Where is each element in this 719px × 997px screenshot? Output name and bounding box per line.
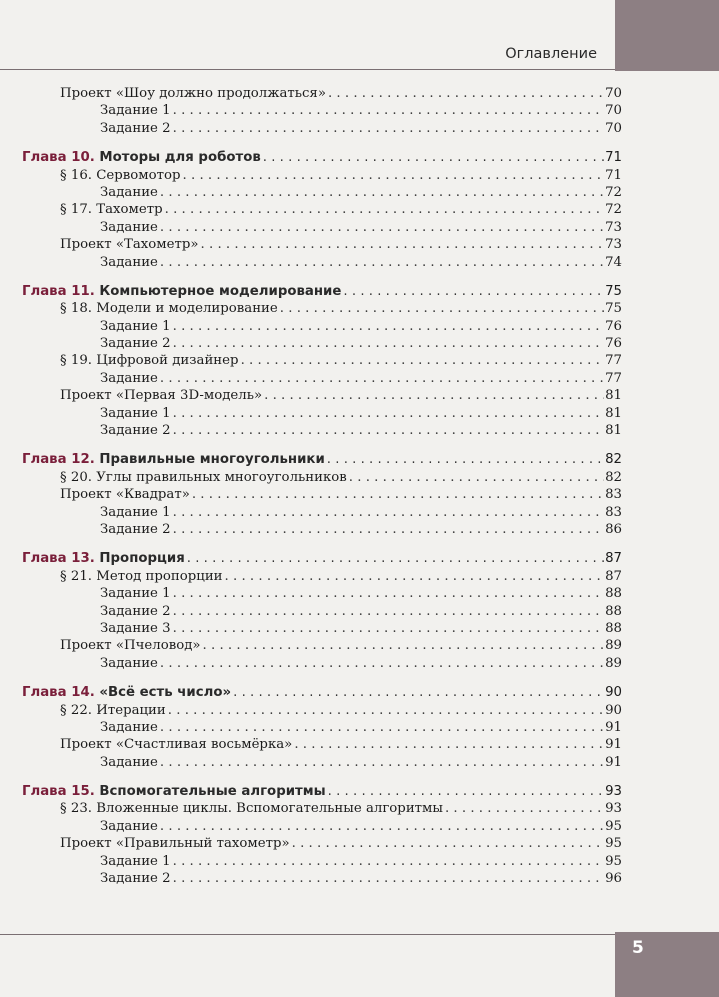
toc-entry-title bbox=[22, 283, 343, 300]
toc-entry-title: Проект «Первая 3D-модель» bbox=[60, 388, 263, 404]
toc-entry-title: Задание bbox=[100, 219, 158, 235]
section-title: Оглавление bbox=[505, 46, 597, 62]
toc-project-row bbox=[22, 637, 622, 654]
dot-leader bbox=[327, 451, 604, 468]
toc-page-number: 77 bbox=[605, 370, 622, 386]
toc-page-number: 87 bbox=[605, 568, 622, 584]
toc-project-row bbox=[22, 387, 622, 404]
chapter-number: Глава 15. bbox=[22, 784, 95, 800]
toc-entry-title: Задание bbox=[100, 754, 158, 770]
toc-page-number: 91 bbox=[605, 737, 622, 753]
dot-leader bbox=[160, 818, 604, 835]
dot-leader bbox=[173, 120, 604, 137]
toc-page-number: 73 bbox=[605, 237, 622, 253]
dot-leader bbox=[160, 370, 604, 387]
toc-entry-title: Задание 2 bbox=[100, 120, 171, 136]
toc-task-row bbox=[22, 184, 622, 201]
dot-leader bbox=[173, 318, 604, 335]
toc-entry-title bbox=[22, 783, 328, 800]
dot-leader bbox=[183, 167, 605, 184]
dot-leader bbox=[160, 719, 604, 736]
chapter-number: Глава 14. bbox=[22, 685, 95, 701]
toc-page-number: 86 bbox=[605, 521, 622, 537]
page-header bbox=[0, 38, 615, 70]
toc-task-row bbox=[22, 422, 622, 439]
toc-entry-title: Задание 3 bbox=[100, 620, 171, 636]
dot-leader bbox=[173, 603, 604, 620]
toc-page-number: 95 bbox=[605, 853, 622, 869]
dot-leader bbox=[241, 352, 605, 369]
toc-task-row bbox=[22, 818, 622, 835]
dot-leader bbox=[160, 184, 604, 201]
toc-page-number: 76 bbox=[605, 318, 622, 334]
toc-task-row bbox=[22, 853, 622, 870]
toc-entry-title bbox=[22, 451, 327, 468]
toc-page-number: 75 bbox=[605, 283, 622, 299]
chapter-title: Пропорция bbox=[99, 551, 185, 567]
chapter-number: Глава 11. bbox=[22, 283, 95, 299]
dot-leader bbox=[173, 853, 604, 870]
toc-page-number: 75 bbox=[605, 301, 622, 317]
toc-page-number: 87 bbox=[605, 551, 622, 567]
toc-project-row bbox=[22, 486, 622, 503]
toc-task-row bbox=[22, 254, 622, 271]
dot-leader bbox=[201, 236, 605, 253]
toc-chapter-row bbox=[22, 283, 622, 300]
dot-leader bbox=[173, 585, 604, 602]
dot-leader bbox=[173, 521, 604, 538]
toc-page-number: 90 bbox=[605, 702, 622, 718]
toc-entry-title: § 21. Метод пропорции bbox=[60, 568, 223, 584]
chapter-title: Вспомогательные алгоритмы bbox=[99, 784, 326, 800]
dot-leader bbox=[280, 300, 604, 317]
table-of-contents bbox=[22, 85, 622, 887]
toc-task-row bbox=[22, 620, 622, 637]
toc-para-row bbox=[22, 300, 622, 317]
toc-entry-title bbox=[22, 149, 263, 166]
toc-chapter-row bbox=[22, 783, 622, 800]
chapter-title: Моторы для роботов bbox=[99, 150, 261, 166]
toc-page-number: 72 bbox=[605, 184, 622, 200]
dot-leader bbox=[173, 335, 604, 352]
toc-page-number: 71 bbox=[605, 167, 622, 183]
chapter-number: Глава 12. bbox=[22, 452, 95, 468]
toc-entry-title: Задание bbox=[100, 370, 158, 386]
chapter-title: Компьютерное моделирование bbox=[99, 283, 342, 299]
toc-task-row bbox=[22, 102, 622, 119]
toc-page-number: 83 bbox=[605, 504, 622, 520]
toc-entry-title: Задание 1 bbox=[100, 405, 171, 421]
toc-entry-title bbox=[22, 550, 187, 567]
toc-para-row bbox=[22, 568, 622, 585]
dot-leader bbox=[264, 387, 604, 404]
toc-chapter-row bbox=[22, 684, 622, 701]
toc-page-number: 95 bbox=[605, 818, 622, 834]
toc-entry-title: § 18. Модели и моделирование bbox=[60, 301, 278, 317]
toc-task-row bbox=[22, 405, 622, 422]
dot-leader bbox=[173, 102, 604, 119]
toc-page-number: 91 bbox=[605, 719, 622, 735]
dot-leader bbox=[225, 568, 605, 585]
toc-task-row bbox=[22, 370, 622, 387]
toc-page-number: 83 bbox=[605, 487, 622, 503]
dot-leader bbox=[203, 637, 605, 654]
toc-entry-title: § 16. Сервомотор bbox=[60, 167, 181, 183]
toc-task-row bbox=[22, 655, 622, 672]
dot-leader bbox=[233, 684, 604, 701]
toc-page-number: 73 bbox=[605, 219, 622, 235]
toc-para-row bbox=[22, 201, 622, 218]
footer-rule bbox=[0, 934, 615, 935]
dot-leader bbox=[160, 219, 604, 236]
toc-entry-title: Проект «Шоу должно продолжаться» bbox=[60, 86, 326, 101]
toc-entry-title: § 23. Вложенные циклы. Вспомогательные алгоритмы bbox=[60, 801, 443, 817]
toc-page-number: 81 bbox=[605, 423, 622, 439]
toc-page-number: 89 bbox=[605, 655, 622, 671]
toc-entry-title bbox=[22, 684, 233, 701]
toc-entry-title: Задание 1 bbox=[100, 853, 171, 869]
toc-task-row bbox=[22, 719, 622, 736]
chapter-title: «Всё есть число» bbox=[99, 685, 232, 701]
header-tab bbox=[615, 0, 719, 71]
toc-entry-title: Задание 2 bbox=[100, 521, 171, 537]
toc-page-number: 77 bbox=[605, 353, 622, 369]
toc-page-number: 93 bbox=[605, 784, 622, 800]
toc-entry-title: Проект «Тахометр» bbox=[60, 237, 199, 253]
toc-entry-title: Проект «Правильный тахометр» bbox=[60, 836, 290, 852]
toc-para-row bbox=[22, 800, 622, 817]
dot-leader bbox=[160, 754, 604, 771]
toc-project-row bbox=[22, 835, 622, 852]
toc-page-number: 82 bbox=[605, 469, 622, 485]
dot-leader bbox=[165, 201, 604, 218]
toc-page-number: 81 bbox=[605, 388, 622, 404]
dot-leader bbox=[263, 149, 604, 166]
chapter-number: Глава 13. bbox=[22, 551, 95, 567]
dot-leader bbox=[349, 469, 604, 486]
toc-entry-title: § 20. Углы правильных многоугольников bbox=[60, 469, 347, 485]
chapter-title: Правильные многоугольники bbox=[99, 452, 325, 468]
toc-page-number: 70 bbox=[605, 103, 622, 119]
dot-leader bbox=[173, 504, 604, 521]
dot-leader bbox=[445, 800, 604, 817]
toc-page-number: 95 bbox=[605, 836, 622, 852]
dot-leader bbox=[343, 283, 604, 300]
toc-entry-title: Задание bbox=[100, 184, 158, 200]
dot-leader bbox=[192, 486, 604, 503]
toc-gap bbox=[22, 672, 622, 684]
dot-leader bbox=[292, 835, 604, 852]
dot-leader bbox=[160, 655, 604, 672]
toc-task-row bbox=[22, 521, 622, 538]
toc-para-row bbox=[22, 352, 622, 369]
dot-leader bbox=[187, 550, 604, 567]
toc-task-row bbox=[22, 585, 622, 602]
toc-entry-title: Проект «Счастливая восьмёрка» bbox=[60, 737, 293, 753]
toc-gap bbox=[22, 271, 622, 283]
toc-task-row bbox=[22, 754, 622, 771]
toc-chapter-row bbox=[22, 451, 622, 468]
dot-leader bbox=[294, 736, 604, 753]
toc-page-number: 96 bbox=[605, 871, 622, 887]
toc-task-row bbox=[22, 318, 622, 335]
toc-entry-title: Задание bbox=[100, 655, 158, 671]
toc-project-row bbox=[22, 236, 622, 253]
toc-page-number: 91 bbox=[605, 754, 622, 770]
toc-task-row bbox=[22, 335, 622, 352]
dot-leader bbox=[168, 702, 604, 719]
toc-chapter-row bbox=[22, 149, 622, 166]
toc-entry-title: § 19. Цифровой дизайнер bbox=[60, 353, 239, 369]
toc-entry-title: Задание 1 bbox=[100, 318, 171, 334]
toc-project-row bbox=[22, 85, 622, 102]
toc-page-number: 89 bbox=[605, 638, 622, 654]
toc-gap bbox=[22, 538, 622, 550]
toc-task-row bbox=[22, 870, 622, 887]
toc-entry-title: Задание 1 bbox=[100, 586, 171, 602]
dot-leader bbox=[328, 85, 604, 102]
chapter-number: Глава 10. bbox=[22, 150, 95, 166]
toc-task-row bbox=[22, 120, 622, 137]
toc-entry-title: Проект «Квадрат» bbox=[60, 487, 190, 503]
toc-gap bbox=[22, 439, 622, 451]
toc-page-number: 88 bbox=[605, 586, 622, 602]
toc-entry-title: Проект «Пчеловод» bbox=[60, 638, 201, 654]
toc-page-number: 74 bbox=[605, 254, 622, 270]
toc-page-number: 70 bbox=[605, 86, 622, 101]
toc-page-number: 82 bbox=[605, 452, 622, 468]
toc-entry-title: Задание 1 bbox=[100, 504, 171, 520]
page-number: 5 bbox=[632, 938, 644, 958]
toc-entry-title: Задание bbox=[100, 254, 158, 270]
toc-task-row bbox=[22, 219, 622, 236]
page-number-box bbox=[615, 932, 719, 997]
toc-page-number: 70 bbox=[605, 120, 622, 136]
toc-para-row bbox=[22, 702, 622, 719]
toc-task-row bbox=[22, 603, 622, 620]
dot-leader bbox=[328, 783, 604, 800]
toc-entry-title: Задание 2 bbox=[100, 871, 171, 887]
dot-leader bbox=[160, 254, 604, 271]
toc-page-number: 88 bbox=[605, 603, 622, 619]
toc-page-number: 90 bbox=[605, 685, 622, 701]
dot-leader bbox=[173, 620, 604, 637]
toc-entry-title: § 17. Тахометр bbox=[60, 202, 163, 218]
toc-entry-title: Задание 2 bbox=[100, 336, 171, 352]
toc-page-number: 72 bbox=[605, 202, 622, 218]
toc-page-number: 71 bbox=[605, 150, 622, 166]
toc-page-number: 81 bbox=[605, 405, 622, 421]
toc-chapter-row bbox=[22, 550, 622, 567]
toc-gap bbox=[22, 137, 622, 149]
dot-leader bbox=[173, 422, 604, 439]
toc-entry-title: Задание bbox=[100, 719, 158, 735]
toc-entry-title: Задание 1 bbox=[100, 103, 171, 119]
toc-page-number: 88 bbox=[605, 620, 622, 636]
dot-leader bbox=[173, 405, 604, 422]
toc-page-number: 93 bbox=[605, 801, 622, 817]
toc-para-row bbox=[22, 167, 622, 184]
toc-project-row bbox=[22, 736, 622, 753]
toc-gap bbox=[22, 771, 622, 783]
toc-para-row bbox=[22, 469, 622, 486]
toc-entry-title: § 22. Итерации bbox=[60, 702, 166, 718]
toc-page-number: 76 bbox=[605, 336, 622, 352]
toc-entry-title: Задание bbox=[100, 818, 158, 834]
toc-entry-title: Задание 2 bbox=[100, 603, 171, 619]
toc-task-row bbox=[22, 504, 622, 521]
toc-entry-title: Задание 2 bbox=[100, 423, 171, 439]
dot-leader bbox=[173, 870, 604, 887]
